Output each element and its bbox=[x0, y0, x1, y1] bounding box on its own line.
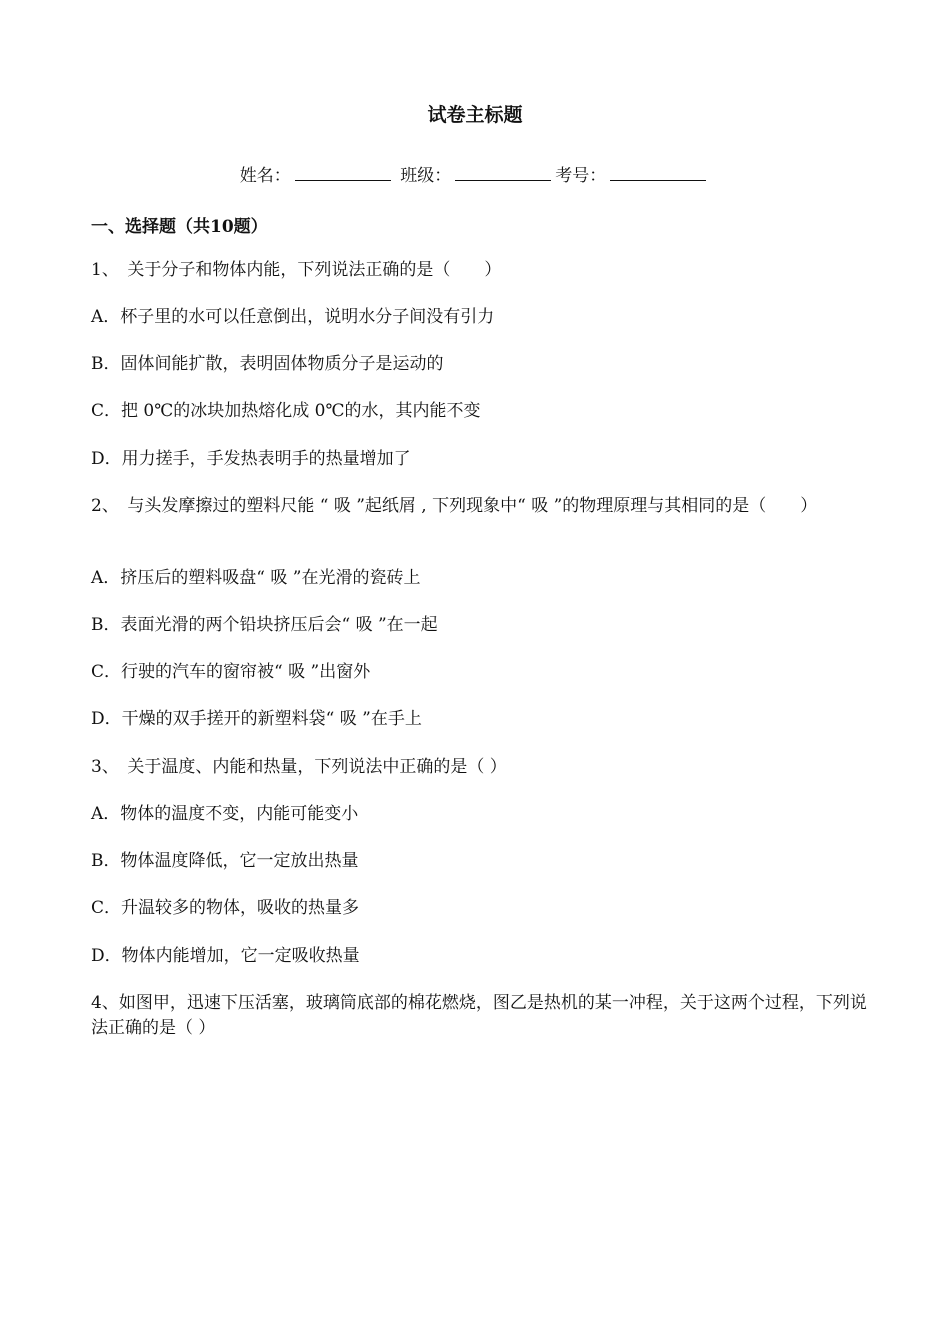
question-option: A．挤压后的塑料吸盘“ 吸 ”在光滑的瓷砖上 bbox=[91, 568, 421, 588]
question-option: B．表面光滑的两个铅块挤压后会“ 吸 ”在一起 bbox=[91, 615, 438, 635]
question-stem: 3、 关于温度、内能和热量，下列说法中正确的是（ ） bbox=[91, 757, 507, 777]
question-option: D．用力搓手，手发热表明手的热量增加了 bbox=[91, 449, 411, 469]
name-blank bbox=[295, 164, 391, 181]
student-info-line bbox=[0, 161, 950, 186]
exam-no-label: 考号： bbox=[555, 166, 607, 186]
question-option: B．物体温度降低，它一定放出热量 bbox=[91, 851, 359, 871]
question-stem: 2、 与头发摩擦过的塑料尺能 “ 吸 ”起纸屑 , 下列现象中“ 吸 ”的物理原理与其相同的是（ ） bbox=[91, 496, 818, 516]
exam-no-blank bbox=[610, 164, 706, 181]
name-label: 姓名： bbox=[239, 166, 291, 186]
question-stem: 1、 关于分子和物体内能，下列说法正确的是（ ） bbox=[91, 260, 502, 280]
class-blank bbox=[455, 164, 551, 181]
question-option: C．行驶的汽车的窗帘被“ 吸 ”出窗外 bbox=[91, 662, 371, 682]
page-title: 试卷主标题 bbox=[427, 104, 523, 126]
class-label: 班级： bbox=[400, 166, 452, 186]
question-option: C．升温较多的物体，吸收的热量多 bbox=[91, 898, 360, 918]
question-option: B．固体间能扩散，表明固体物质分子是运动的 bbox=[91, 354, 444, 374]
question-option: D．物体内能增加，它一定吸收热量 bbox=[91, 946, 360, 966]
question-option: C．把 0℃的冰块加热熔化成 0℃的水，其内能不变 bbox=[91, 401, 481, 421]
question-option: D．干燥的双手搓开的新塑料袋“ 吸 ”在手上 bbox=[91, 709, 422, 729]
question-stem: 4、如图甲，迅速下压活塞，玻璃筒底部的棉花燃烧，图乙是热机的某一冲程，关于这两个过程，下列说法正确的是（ ） bbox=[91, 993, 867, 1038]
question-option: A．物体的温度不变，内能可能变小 bbox=[91, 804, 359, 824]
section-heading: 一、选择题（共10题） bbox=[91, 217, 268, 237]
question-option: A．杯子里的水可以任意倒出，说明水分子间没有引力 bbox=[91, 307, 495, 327]
